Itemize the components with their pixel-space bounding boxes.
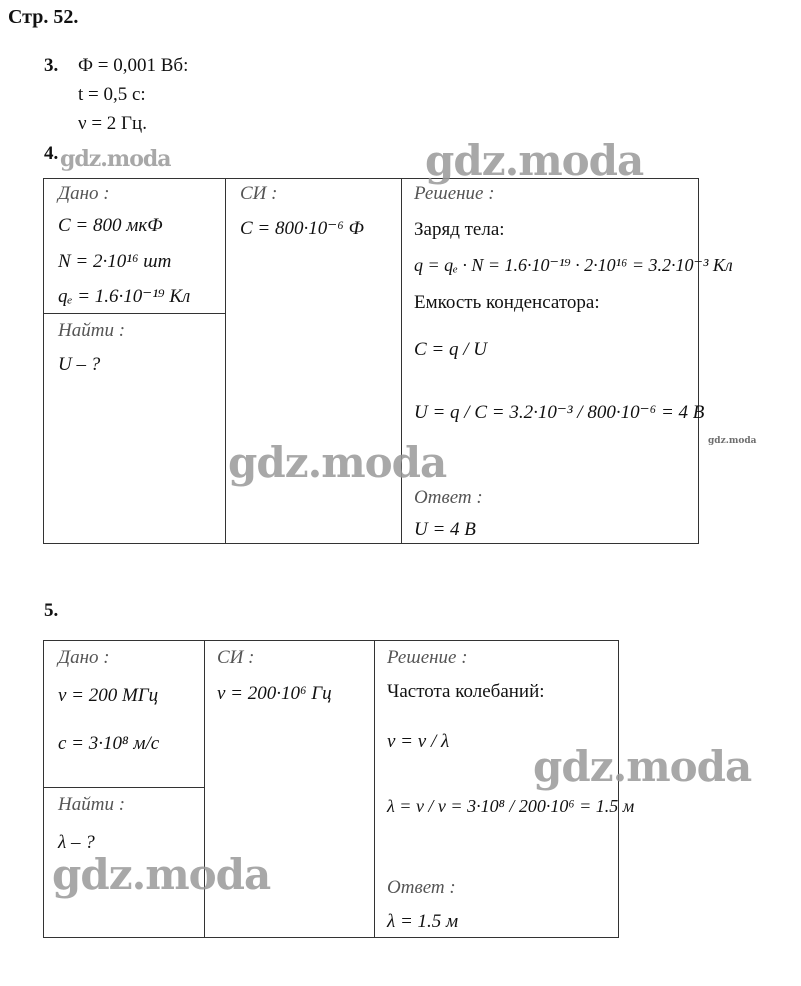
task5-solution-eq-1: ν = v / λ — [387, 731, 450, 752]
task4-number: 4. — [44, 143, 59, 164]
task5-number: 5. — [44, 600, 59, 621]
task4-solution-eq-3: U = q / C = 3.2·10⁻³ / 800·10⁻⁶ = 4 В — [414, 402, 705, 423]
task4-given-cell — [44, 179, 225, 313]
task5-find-value: λ – ? — [58, 832, 95, 853]
watermark-logo: gdz.moda — [60, 146, 171, 172]
task5-answer-title: Ответ : — [387, 877, 456, 898]
task4-si-value: C = 800·10⁻⁶ Ф — [240, 218, 364, 239]
task5-si-title: СИ : — [217, 647, 255, 668]
task4-solution-text-1: Заряд тела: — [414, 219, 505, 240]
task4-solution-text-2: Емкость конденсатора: — [414, 292, 600, 313]
task4-given-1: C = 800 мкФ — [58, 215, 163, 236]
watermark-logo: gdz.moda — [708, 436, 757, 446]
task4-find-title: Найти : — [58, 320, 126, 341]
task5-find-title: Найти : — [58, 794, 126, 815]
watermark-logo: gdz.moda — [425, 136, 644, 185]
task4-answer-title: Ответ : — [414, 487, 483, 508]
task3-line-2: t = 0,5 с: — [78, 84, 146, 105]
task5-solution-title: Решение : — [387, 647, 468, 668]
task3-number: 3. — [44, 55, 59, 76]
task4-solution-title: Решение : — [414, 183, 495, 204]
task3-line-3: ν = 2 Гц. — [78, 113, 147, 134]
watermark-logo: gdz.moda — [533, 742, 752, 791]
page-title: Стр. 52. — [8, 6, 79, 28]
watermark-logo: gdz.moda — [228, 438, 447, 487]
task4-given-title: Дано : — [58, 183, 110, 204]
task4-find-cell — [44, 314, 225, 543]
task5-solution-text-1: Частота колебаний: — [387, 681, 545, 702]
task5-si-value: ν = 200·10⁶ Гц — [217, 683, 332, 704]
task4-find-value: U – ? — [58, 354, 101, 375]
task4-given-3: qₑ = 1.6·10⁻¹⁹ Кл — [58, 286, 191, 307]
task5-given-2: c = 3·10⁸ м/с — [58, 733, 160, 754]
task5-given-title: Дано : — [58, 647, 110, 668]
task5-given-1: ν = 200 МГц — [58, 685, 159, 706]
task4-answer: U = 4 В — [414, 519, 476, 540]
task4-solution-eq-2: C = q / U — [414, 339, 487, 360]
task4-si-cell — [226, 179, 401, 543]
task5-given-cell — [44, 641, 204, 787]
task5-answer: λ = 1.5 м — [387, 911, 459, 932]
task3-line-1: Ф = 0,001 Вб: — [78, 55, 189, 76]
task4-given-2: N = 2·10¹⁶ шт — [58, 251, 172, 272]
task5-solution-eq-2: λ = v / ν = 3·10⁸ / 200·10⁶ = 1.5 м — [387, 796, 635, 816]
watermark-logo: gdz.moda — [52, 850, 271, 899]
task4-solution-eq-1: q = qₑ · N = 1.6·10⁻¹⁹ · 2·10¹⁶ = 3.2·10⁻³ Кл — [414, 255, 733, 275]
task4-si-title: СИ : — [240, 183, 278, 204]
